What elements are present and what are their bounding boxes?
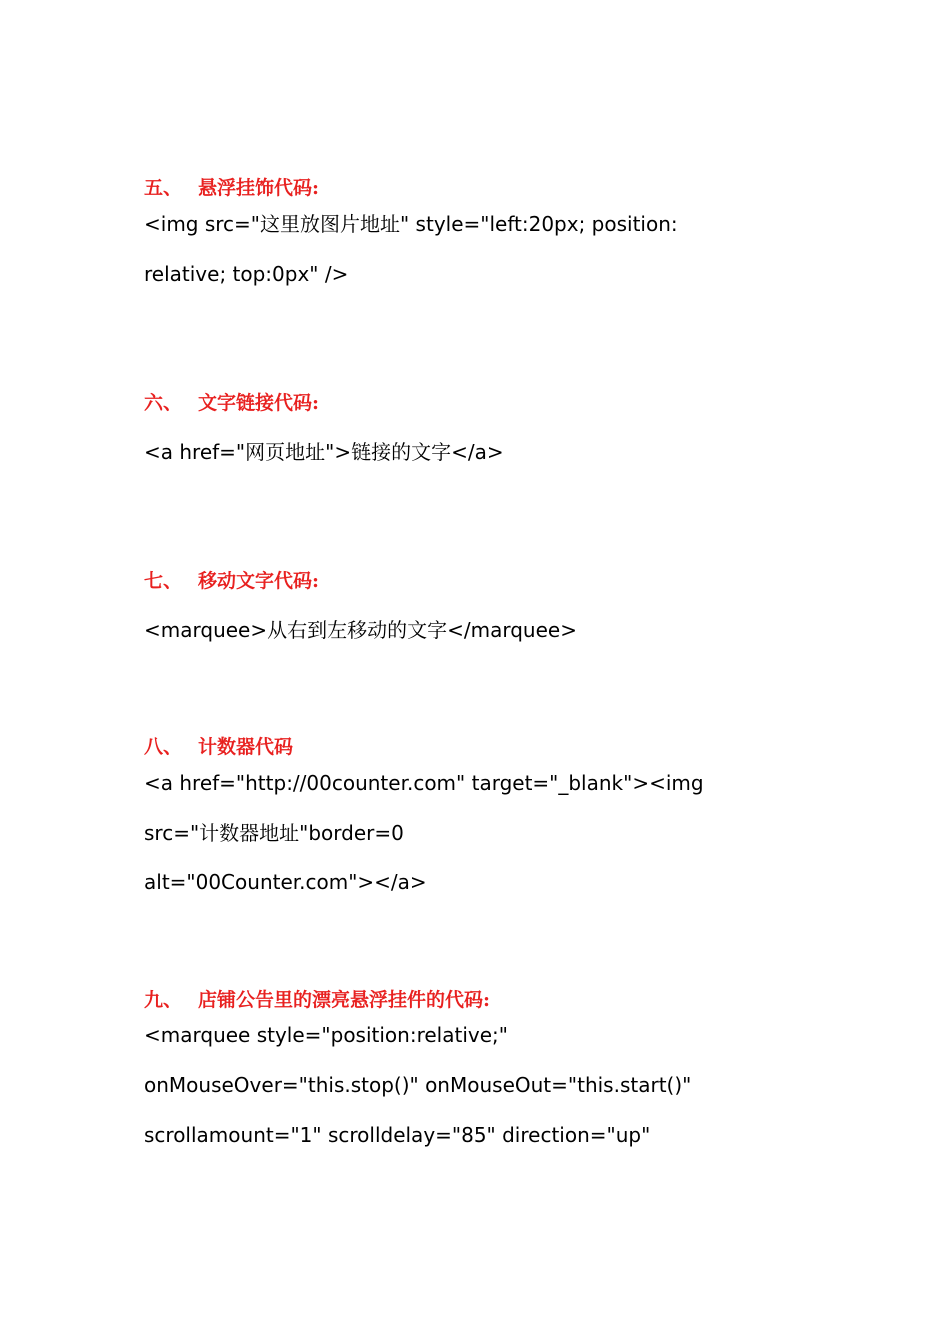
section-title: 移动文字代码: — [198, 570, 320, 592]
code-line: <marquee style="position:relative;" — [144, 1023, 508, 1047]
code-line: <a href="网页地址">链接的文字</a> — [144, 440, 504, 464]
section-heading-6 — [144, 390, 319, 416]
section-number: 九、 — [144, 989, 183, 1011]
section-title: 计数器代码 — [198, 736, 294, 758]
code-line: <img src="这里放图片地址" style="left:20px; position: — [144, 212, 678, 236]
code-line: <a href="http://00counter.com" target="_blank"><img — [144, 771, 704, 795]
section-heading-8 — [144, 734, 293, 760]
code-line: src="计数器地址"border=0 — [144, 821, 404, 845]
section-heading-7 — [144, 568, 319, 594]
code-line: relative; top:0px" /> — [144, 262, 349, 286]
section-title: 店铺公告里的漂亮悬浮挂件的代码: — [198, 989, 491, 1011]
section-number: 七、 — [144, 570, 183, 592]
section-number: 六、 — [144, 392, 183, 414]
code-line: onMouseOver="this.stop()" onMouseOut="this.start()" — [144, 1073, 692, 1097]
section-title: 文字链接代码: — [198, 392, 320, 414]
code-line: <marquee>从右到左移动的文字</marquee> — [144, 618, 577, 642]
section-heading-9 — [144, 987, 490, 1013]
section-title: 悬浮挂饰代码: — [198, 177, 320, 199]
section-heading-5 — [144, 175, 319, 201]
section-number: 八、 — [144, 736, 183, 758]
section-number: 五、 — [144, 177, 183, 199]
code-line: alt="00Counter.com"></a> — [144, 870, 427, 894]
code-line: scrollamount="1" scrolldelay="85" direction="up" — [144, 1123, 651, 1147]
